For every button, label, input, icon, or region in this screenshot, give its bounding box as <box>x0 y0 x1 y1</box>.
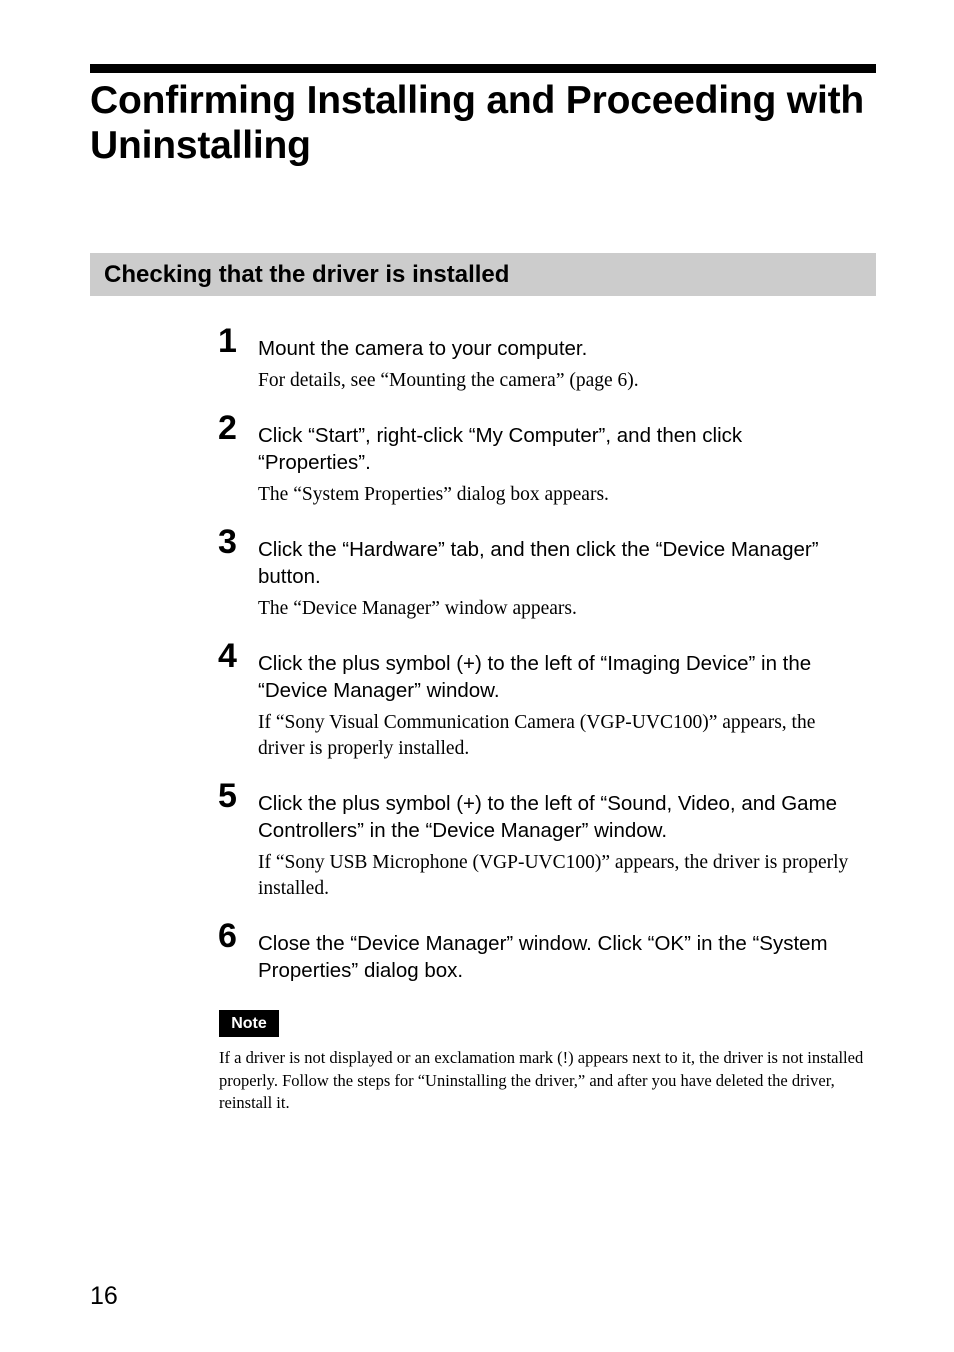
step-instruction: Click the “Hardware” tab, and then click the “Device Manager” button. <box>258 538 819 588</box>
step-detail: For details, see “Mounting the camera” (page 6). <box>258 370 639 391</box>
section-header-bar <box>90 253 876 296</box>
step-detail: The “System Properties” dialog box appears. <box>258 484 609 505</box>
step-instruction: Click the plus symbol (+) to the left of “Sound, Video, and Game Controllers” in the “Device Manager” window. <box>258 792 838 842</box>
step-instruction: Mount the camera to your computer. <box>258 337 588 360</box>
step-2 <box>218 409 858 508</box>
step-detail: If “Sony USB Microphone (VGP-UVC100)” appears, the driver is properly installed. <box>258 852 849 899</box>
step-3 <box>218 523 858 622</box>
step-5 <box>218 777 858 902</box>
step-1 <box>218 322 858 394</box>
step-number: 1 <box>218 322 237 360</box>
note-label: Note <box>219 1010 279 1037</box>
step-number: 5 <box>218 777 237 815</box>
step-number: 2 <box>218 409 237 447</box>
step-instruction: Click the plus symbol (+) to the left of “Imaging Device” in the “Device Manager” window. <box>258 652 812 702</box>
page-title: Confirming Installing and Proceeding with Uninstalling <box>90 79 864 167</box>
step-number: 3 <box>218 523 237 561</box>
top-rule <box>90 64 876 73</box>
step-detail: If “Sony Visual Communication Camera (VGP-UVC100)” appears, the driver is properly installed. <box>258 712 816 759</box>
note-text: If a driver is not displayed or an exclamation mark (!) appears next to it, the driver is not installed properly. Follow the steps for “Uninstalling the driver,” and after you have deleted the driver, reinstall it. <box>219 1048 864 1112</box>
page-number: 16 <box>90 1282 118 1310</box>
step-6 <box>218 917 858 984</box>
section-title: Checking that the driver is installed <box>104 261 510 288</box>
step-number: 6 <box>218 917 237 955</box>
step-instruction: Close the “Device Manager” window. Click “OK” in the “System Properties” dialog box. <box>258 932 828 982</box>
step-instruction: Click “Start”, right-click “My Computer”, and then click “Properties”. <box>258 424 743 474</box>
step-number: 4 <box>218 637 237 675</box>
step-detail: The “Device Manager” window appears. <box>258 598 577 619</box>
step-4 <box>218 637 858 762</box>
